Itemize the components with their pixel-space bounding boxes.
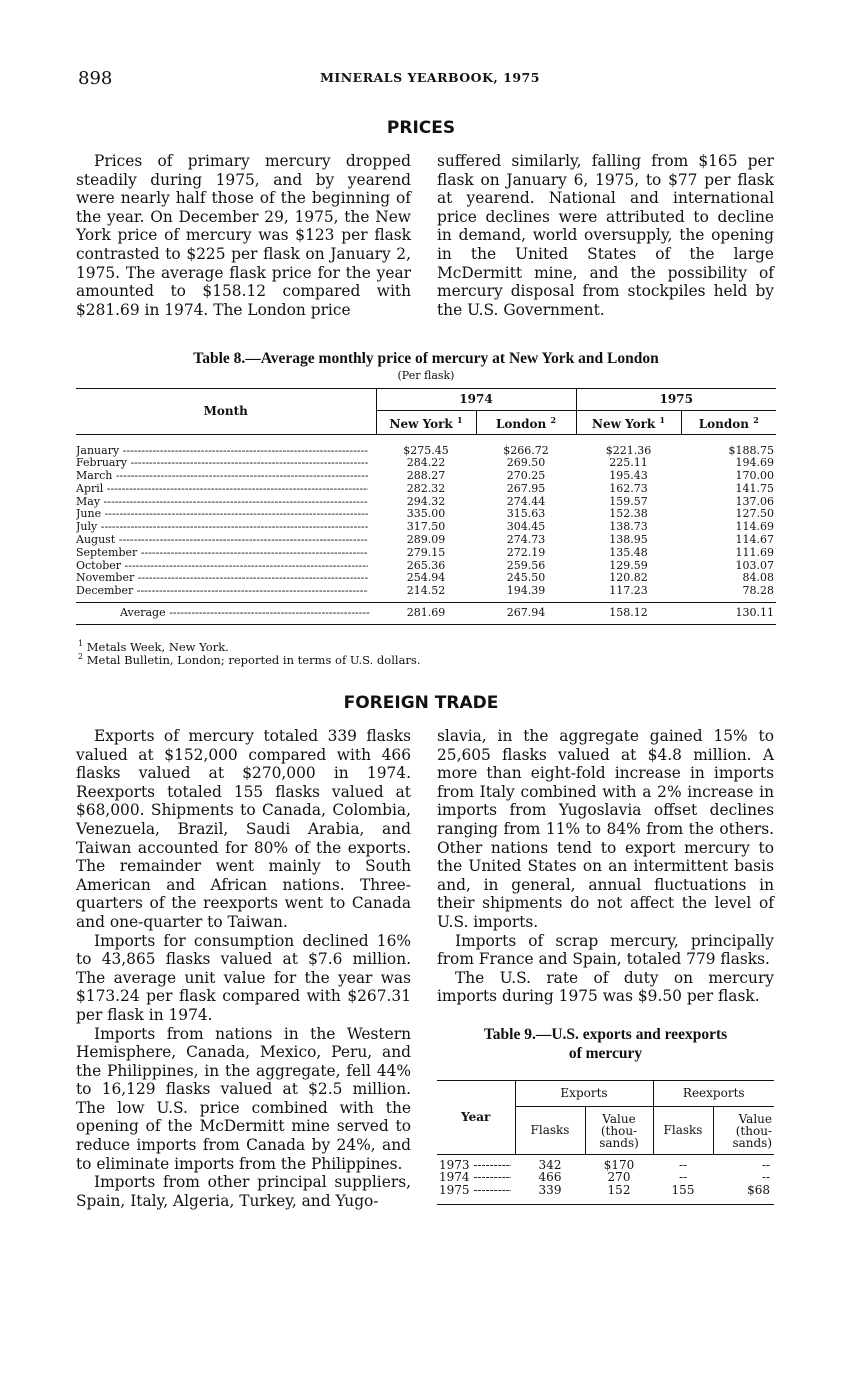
prices-right-column bbox=[437, 152, 774, 319]
table9 bbox=[437, 1080, 774, 1205]
prices-left-column bbox=[76, 152, 411, 319]
prices-left-paragraph: Prices of primary mercury dropped steadily during 1975, and by yearend were nearly half those of the beginning of the year. On December 29, 1975, the New York price of mercury was $123 per flask contrasted to $225 per flask on January 2, 1975. The average flask price for the year amounted to $158.12 compared with $281.69 in 1974. The London price bbox=[76, 152, 411, 319]
table8-ny74: 214.52 bbox=[406, 584, 446, 598]
foreign-trade-left-column bbox=[76, 727, 411, 1210]
table8-ny74: 282.32 bbox=[406, 481, 446, 495]
table8-footnote-2: $^2$ Metal Bulletin, London; reported in terms of U.S. dollars. bbox=[78, 652, 421, 667]
table8-month-header: Month bbox=[76, 389, 376, 435]
table8-month: August ----- bbox=[76, 534, 368, 547]
table8-month: February ----- bbox=[76, 457, 368, 470]
table8-ld75: 114.69 bbox=[735, 520, 774, 534]
table8-month: December ----- bbox=[76, 585, 368, 598]
table8-month: November ----- bbox=[76, 572, 368, 585]
table9-re-flasks: -- bbox=[678, 1157, 688, 1172]
table8-ny74: 317.50 bbox=[406, 520, 446, 534]
table9-row bbox=[437, 1159, 774, 1172]
table8-average-ld75: 130.11 bbox=[735, 605, 774, 619]
table8-ld75: 141.75 bbox=[735, 481, 774, 495]
table9-year-header: Year bbox=[437, 1081, 515, 1155]
table8-col-ny-1974: New York $^1$ bbox=[376, 411, 476, 435]
table8-average-ld74: 267.94 bbox=[506, 605, 546, 619]
table8-ny74: 335.00 bbox=[406, 507, 446, 521]
ft-left-para-2: Imports for consumption declined 16% to 43,865 flasks valued at $7.6 million. The average unit value for the year was $173.24 per flask compared with $267.31 per flask in 1974. bbox=[76, 931, 411, 1024]
table9-exp-value: $170 bbox=[603, 1157, 635, 1172]
table8-ny75: 225.11 bbox=[609, 456, 648, 470]
table8-ld74: 270.25 bbox=[506, 469, 546, 483]
table8-ny74: 289.09 bbox=[406, 533, 446, 547]
table8-month: October ----- bbox=[76, 560, 368, 573]
table8-ny75: 195.43 bbox=[609, 469, 648, 483]
table8-ld75: 194.69 bbox=[735, 456, 774, 470]
table8-row bbox=[76, 534, 776, 547]
table8-ld74: 194.39 bbox=[506, 584, 546, 598]
table8-ld74: 272.19 bbox=[506, 545, 546, 559]
table9-year: 1973 ----- bbox=[439, 1159, 511, 1172]
table8-month: January ----- bbox=[76, 445, 368, 458]
table8-month: September ----- bbox=[76, 547, 368, 560]
ft-right-para-2: Imports of scrap mercury, principally from France and Spain, totaled 779 flasks. bbox=[437, 931, 774, 969]
table8-average-ny75: 158.12 bbox=[609, 605, 648, 619]
ft-right-para-1: slavia, in the aggregate gained 15% to 25,605 flasks valued at $4.8 million. A more than eight-fold increase in imports from Italy combined with a 2% increase in imports from Yugoslavia offset declines ranging from 11% to 84% from the others. Other nations tend to export mercury to the United States on an intermittent basis and, in general, annual fluctuations in their shipments do not affect the level of U.S. imports. bbox=[437, 727, 774, 931]
table8-month: June ----- bbox=[76, 508, 368, 521]
table9-year: 1975 ----- bbox=[439, 1184, 511, 1197]
running-title: MINERALS YEARBOOK, 1975 bbox=[320, 70, 540, 85]
table8-col-ny-1975: New York $^1$ bbox=[576, 411, 681, 435]
table8-month: May ----- bbox=[76, 496, 368, 509]
table8-ny75: 159.57 bbox=[609, 494, 648, 508]
prices-right-paragraph: suffered similarly, falling from $165 per flask on January 6, 1975, to $77 per flask at yearend. National and international price declines were attributed to decline in demand, world oversupply, the opening in the United States of the large McDermitt mine, and the possibility of mercury disposal from stockpiles held by the U.S. Government. bbox=[437, 152, 774, 319]
table8-ld74: $266.72 bbox=[503, 443, 549, 457]
ft-right-para-3: The U.S. rate of duty on mercury imports during 1975 was $9.50 per flask. bbox=[437, 968, 774, 1006]
table8-ld74: 269.50 bbox=[506, 456, 546, 470]
table8-ld75: 103.07 bbox=[735, 558, 774, 572]
table8-ny74: 288.27 bbox=[406, 469, 446, 483]
ft-left-para-1: Exports of mercury totaled 339 flasks valued at $152,000 compared with 466 flasks valued at $270,000 in 1974. Reexports totaled 155 flasks valued at $68,000. Shipments to Canada, Colombia, Venezuela, Brazil, Saudi Arabia, and Taiwan accounted for 80% of the exports. The remainder went mainly to South American and African nations. Three-quarters of the reexports went to Canada and one-quarter to Taiwan. bbox=[76, 727, 411, 931]
table8-ny75: 129.59 bbox=[609, 558, 648, 572]
table8-row bbox=[76, 470, 776, 483]
table8-ld74: 315.63 bbox=[506, 507, 546, 521]
table9-title-line-2: of mercury bbox=[568, 1045, 643, 1062]
table8-ny75: 162.73 bbox=[609, 481, 648, 495]
table9-reexports-header: Reexports bbox=[653, 1081, 774, 1107]
table8-ld74: 259.56 bbox=[506, 558, 546, 572]
table8-average-label: Average ----- bbox=[120, 607, 370, 620]
table8-ld75: 114.67 bbox=[735, 533, 774, 547]
table9-exports-flasks-header: Flasks bbox=[515, 1107, 585, 1155]
table8-month: March ----- bbox=[76, 470, 368, 483]
ft-left-para-4: Imports from other principal suppliers, Spain, Italy, Algeria, Turkey, and Yugo- bbox=[76, 1173, 411, 1210]
table8-ny74: 279.15 bbox=[406, 545, 446, 559]
table8 bbox=[76, 388, 776, 625]
table9-re-value: -- bbox=[761, 1157, 770, 1172]
table8-average-row bbox=[76, 602, 776, 624]
table9-title bbox=[437, 1025, 774, 1063]
table8-year-1975: 1975 bbox=[576, 389, 776, 411]
table8-ny74: 254.94 bbox=[406, 571, 446, 585]
table8-ny75: 152.38 bbox=[609, 507, 648, 521]
table8-ld74: 245.50 bbox=[506, 571, 546, 585]
ft-left-para-3: Imports from nations in the Western Hemisphere, Canada, Mexico, Peru, and the Philippines, in the aggregate, fell 44% to 16,129 flasks valued at $2.5 million. The low U.S. price combined with the opening of the McDermitt mine served to reduce imports from Canada by 24%, and to eliminate imports from the Philippines. bbox=[76, 1024, 411, 1173]
table8-row bbox=[76, 483, 776, 496]
table8-ny75: $221.36 bbox=[605, 443, 652, 457]
table8-month: July ----- bbox=[76, 521, 368, 534]
table8-average-ny74: 281.69 bbox=[406, 605, 446, 619]
table8-ld75: 111.69 bbox=[735, 545, 774, 559]
table8-ld75: 127.50 bbox=[735, 507, 774, 521]
table9-exp-flasks: 466 bbox=[538, 1170, 562, 1185]
table8-ld75: 137.06 bbox=[735, 494, 774, 508]
table8-ld75: 170.00 bbox=[735, 469, 774, 483]
table9-title-line-1: Table 9.—U.S. exports and reexports bbox=[483, 1026, 728, 1043]
table9-exp-value: 270 bbox=[607, 1170, 631, 1185]
table8-ny74: $275.45 bbox=[403, 443, 449, 457]
prices-heading: PRICES bbox=[386, 118, 456, 138]
table9-re-value: -- bbox=[761, 1170, 770, 1185]
table8-ld74: 304.45 bbox=[506, 520, 546, 534]
table9-reexports-flasks-header: Flasks bbox=[653, 1107, 713, 1155]
table8-ny75: 120.82 bbox=[609, 571, 648, 585]
table8-year-1974: 1974 bbox=[376, 389, 576, 411]
table9-exp-value: 152 bbox=[607, 1183, 631, 1198]
table9-exp-flasks: 339 bbox=[538, 1183, 562, 1198]
page-number: 898 bbox=[78, 68, 113, 89]
table8-month: April ----- bbox=[76, 483, 368, 496]
table9-year: 1974 ----- bbox=[439, 1171, 511, 1184]
table8-subtitle: (Per flask) bbox=[397, 369, 455, 382]
table9-exports-header: Exports bbox=[515, 1081, 653, 1107]
table8-ny75: 117.23 bbox=[609, 584, 648, 598]
table8-col-london-1975: London $^2$ bbox=[681, 411, 776, 435]
table9-exports-value-header: Value (thou- sands) bbox=[585, 1107, 653, 1155]
table9-exp-flasks: 342 bbox=[538, 1157, 562, 1172]
table8-ld74: 274.44 bbox=[506, 494, 546, 508]
table9-re-flasks: -- bbox=[678, 1170, 688, 1185]
table8-ld75: 84.08 bbox=[742, 571, 774, 585]
table8-col-london-1974: London $^2$ bbox=[476, 411, 576, 435]
table8-footnote-1: $^1$ Metals Week, New York. bbox=[78, 639, 229, 654]
table8-ld75: $188.75 bbox=[728, 443, 774, 457]
table8-ny75: 138.73 bbox=[609, 520, 648, 534]
table8-row bbox=[76, 585, 776, 598]
table8-row bbox=[76, 547, 776, 560]
table8-ny75: 138.95 bbox=[609, 533, 648, 547]
table8-ny75: 135.48 bbox=[609, 545, 648, 559]
table9-row bbox=[437, 1184, 774, 1197]
table8-ld74: 267.95 bbox=[506, 481, 546, 495]
table9-row bbox=[437, 1171, 774, 1184]
table8-ny74: 284.22 bbox=[406, 456, 446, 470]
table9-re-value: $68 bbox=[747, 1183, 770, 1198]
table8-ny74: 294.32 bbox=[406, 494, 446, 508]
table8-ld74: 274.73 bbox=[506, 533, 546, 547]
table8-ny74: 265.36 bbox=[406, 558, 446, 572]
table8-ld75: 78.28 bbox=[742, 584, 774, 598]
table8-title: Table 8.—Average monthly price of mercury at New York and London bbox=[193, 350, 659, 367]
foreign-trade-heading: FOREIGN TRADE bbox=[343, 693, 499, 713]
table9-reexports-value-header: Value (thou- sands) bbox=[713, 1107, 774, 1155]
foreign-trade-right-column bbox=[437, 727, 774, 1006]
table9-re-flasks: 155 bbox=[671, 1183, 695, 1198]
